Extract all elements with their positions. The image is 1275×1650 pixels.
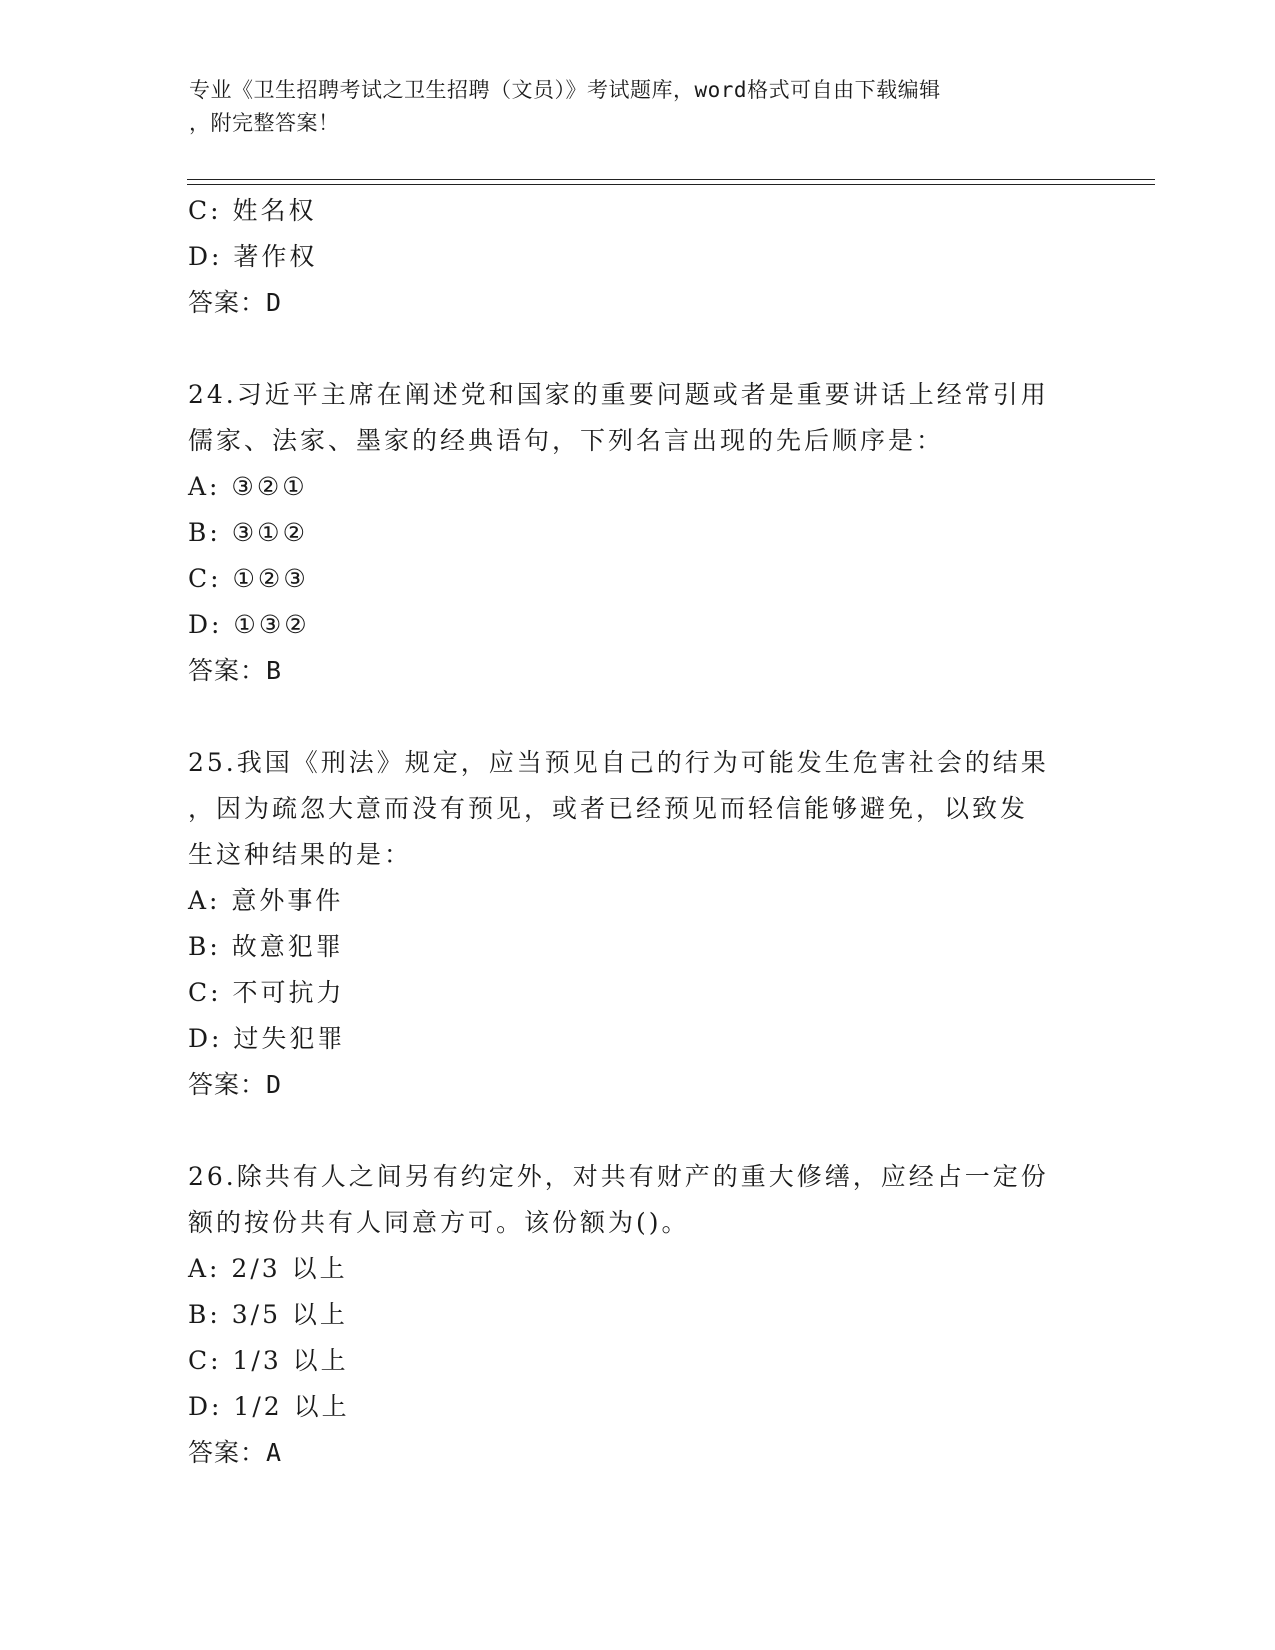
question-text-line: 24.习近平主席在阐述党和国家的重要问题或者是重要讲话上经常引用 [188,380,1049,409]
question-text-line: 25.我国《刑法》规定，应当预见自己的行为可能发生危害社会的结果 [188,748,1049,777]
partial-question [188,188,1088,326]
header-line-1: 专业《卫生招聘考试之卫生招聘（文员）》考试题库，word格式可自由下载编辑 [189,78,941,102]
question-25 [188,740,1088,1108]
option-c: C: 1/3 以上 [188,1346,349,1375]
option-a: A: 2/3 以上 [188,1254,348,1283]
option-b: B: 故意犯罪 [188,932,344,961]
page-header [189,74,1069,140]
option-b: B: ③①② [188,518,308,547]
header-line-2: ，附完整答案！ [189,111,340,135]
question-24 [188,372,1088,694]
question-text-line: ，因为疏忽大意而没有预见，或者已经预见而轻信能够避免，以致发 [188,794,1029,823]
question-text-line: 额的按份共有人同意方可。该份额为()。 [188,1208,690,1237]
option-a: A: ③②① [188,472,308,501]
answer-line: 答案：A [188,1438,283,1467]
option-a: A: 意外事件 [188,886,344,915]
option-b: B: 3/5 以上 [188,1300,348,1329]
option-d: D: ①③② [188,610,310,639]
header-divider-bottom [187,184,1155,185]
option-d: D: 1/2 以上 [188,1392,350,1421]
question-26 [188,1154,1088,1476]
option-c: C: 姓名权 [188,196,317,225]
spacer [188,1108,1088,1154]
spacer [188,326,1088,372]
question-text-line: 26.除共有人之间另有约定外，对共有财产的重大修缮，应经占一定份 [188,1162,1049,1191]
option-c: C: 不可抗力 [188,978,345,1007]
answer-line: 答案：B [188,656,283,685]
option-c: C: ①②③ [188,564,309,593]
question-content [188,188,1088,1476]
answer-line: 答案：D [188,288,283,317]
option-d: D: 过失犯罪 [188,1024,346,1053]
question-text-line: 生这种结果的是： [188,840,413,869]
answer-line: 答案：D [188,1070,283,1099]
header-divider-top [187,179,1155,180]
question-text-line: 儒家、法家、墨家的经典语句，下列名言出现的先后顺序是： [188,426,945,455]
spacer [188,694,1088,740]
option-d: D: 著作权 [188,242,318,271]
